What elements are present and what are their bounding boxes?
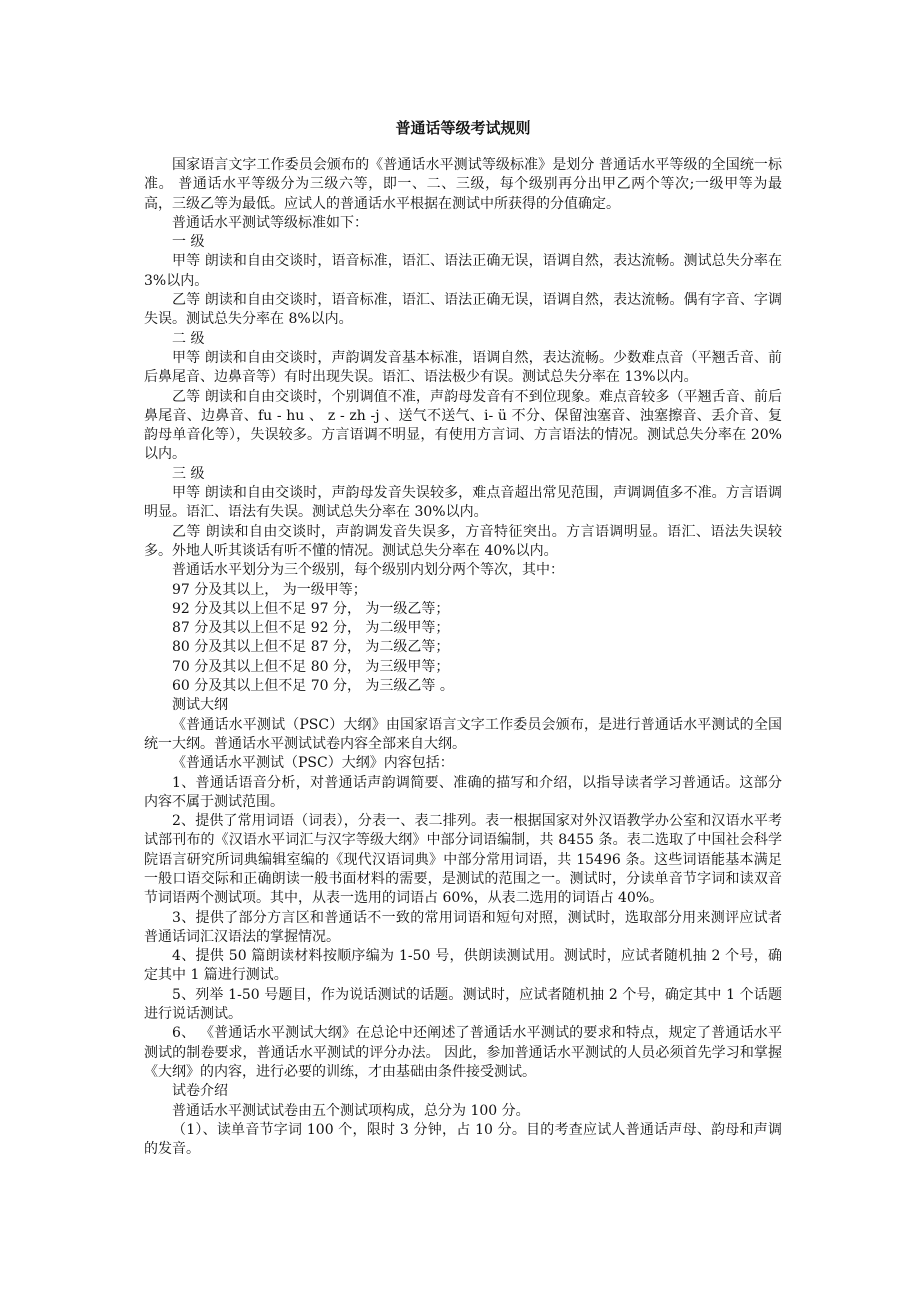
section-heading: 试卷介绍 [172, 1083, 228, 1100]
paragraph: 5、列举 1-50 号题目，作为说话测试的话题。测试时，应试者随机抽 2 个号，确定其中 1 个话题进行说话测试。 [144, 986, 782, 1023]
paragraph: 乙等 朗读和自由交谈时，个别调值不准，声韵母发音有不到位现象。难点音较多（平翘舌音、前后鼻尾音、边鼻音、fu - hu 、 z - zh -j 、送气不送气、i- ü 不分、保留浊塞音、浊塞擦音、丢介音、复韵母单音化等），失误较多。方言语调不明显，有使用方言词、方言语法的情况。测试总失分率在 20%以内。 [144, 388, 782, 463]
score-line: 97 分及其以上， 为一级甲等； [172, 581, 367, 598]
score-line: 80 分及其以上但不足 87 分， 为二级乙等； [172, 639, 450, 656]
paragraph: 普通话水平划分为三个级别，每个级别内划分两个等次，其中： [172, 562, 564, 579]
score-line: 87 分及其以上但不足 92 分， 为二级甲等； [172, 620, 450, 637]
document-body [144, 156, 782, 1159]
section-heading: 二 级 [172, 330, 205, 347]
section-heading: 测试大纲 [172, 697, 228, 714]
paragraph: 普通话水平测试等级标准如下： [172, 214, 368, 231]
paragraph: 甲等 朗读和自由交谈时，声韵调发音基本标准，语调自然，表达流畅。少数难点音（平翘舌音、前后鼻尾音、边鼻音等）有时出现失误。语汇、语法极少有误。测试总失分率在 13%以内。 [144, 349, 782, 386]
document-title: 普通话等级考试规则 [395, 119, 531, 137]
paragraph: 4、提供 50 篇朗读材料按顺序编为 1-50 号，供朗读测试用。测试时，应试者随机抽 2 个号，确定其中 1 篇进行测试。 [144, 948, 782, 984]
paragraph: 乙等 朗读和自由交谈时，语音标准，语汇、语法正确无误，语调自然，表达流畅。偶有字音、字调失误。测试总失分率在 8%以内。 [144, 292, 782, 328]
paragraph: 2、提供了常用词语（词表），分表一、表二排列。表一根据国家对外汉语教学办公室和汉语水平考试部刊布的《汉语水平词汇与汉字等级大纲》中部分词语编制，共 8455 条。表二选取了中国社会科学院语言研究所词典编辑室编的《现代汉语词典》中部分常用词语，共 15496 条。这些词语能基本满足一般口语交际和正确朗读一般书面材料的需要，是测试的范围之一。测试时，分读单音节字词和读双音节词语两个测试项。其中，从表一选用的词语占 60%，从表二选用的词语占 40%。 [144, 813, 782, 907]
paragraph: 6、 《普通话水平测试大纲》在总论中还阐述了普通话水平测试的要求和特点，规定了普通话水平测试的制卷要求，普通话水平测试的评分办法。 因此，参加普通话水平测试的人员必须首先学习和掌握《大纲》的内容，进行必要的训练，才由基础由条件接受测试。 [144, 1025, 782, 1080]
paragraph: 3、提供了部分方言区和普通话不一致的常用词语和短句对照，测试时，选取部分用来测评应试者普通话词汇汉语法的掌握情况。 [144, 909, 782, 945]
score-line: 70 分及其以上但不足 80 分， 为三级甲等； [172, 658, 450, 675]
score-line: 60 分及其以上但不足 70 分， 为三级乙等 。 [172, 678, 454, 695]
section-heading: 三 级 [172, 465, 205, 482]
paragraph: 《普通话水平测试（PSC）大纲》内容包括： [172, 755, 454, 772]
paragraph: 甲等 朗读和自由交谈时，语音标准，语汇、语法正确无误，语调自然，表达流畅。测试总失分率在 3%以内。 [144, 253, 782, 289]
score-line: 92 分及其以上但不足 97 分， 为一级乙等； [172, 600, 450, 617]
paragraph: 1、普通话语音分析，对普通话声韵调简要、准确的描写和介绍，以指导读者学习普通话。这部分内容不属于测试范围。 [144, 774, 782, 810]
paragraph: 普通话水平测试试卷由五个测试项构成，总分为 100 分。 [172, 1102, 530, 1119]
paragraph: （1）、读单音节字词 100 个，限时 3 分钟，占 10 分。目的考查应试人普通话声母、韵母和声调的发音。 [144, 1121, 782, 1158]
section-heading: 一 级 [172, 234, 205, 251]
paragraph: 《普通话水平测试（PSC）大纲》由国家语言文字工作委员会颁布，是进行普通话水平测试的全国统一大纲。普通话水平测试试卷内容全部来自大纲。 [144, 716, 782, 752]
paragraph: 甲等 朗读和自由交谈时，声韵母发音失误较多，难点音超出常见范围，声调调值多不准。方言语调明显。语汇、语法有失误。测试总失分率在 30%以内。 [144, 485, 782, 521]
paragraph: 乙等 朗读和自由交谈时，声韵调发音失误多，方音特征突出。方言语调明显。语汇、语法失误较多。外地人听其谈话有听不懂的情况。测试总失分率在 40%以内。 [144, 523, 782, 559]
paragraph: 国家语言文字工作委员会颁布的《普通话水平测试等级标准》是划分 普通话水平等级的全国统一标准。 普通话水平等级分为三级六等，即一、二、三级，每个级别再分出甲乙两个等次;一级甲等为最高，三级乙等为最低。应试人的普通话水平根据在测试中所获得的分值确定。 [144, 157, 782, 212]
